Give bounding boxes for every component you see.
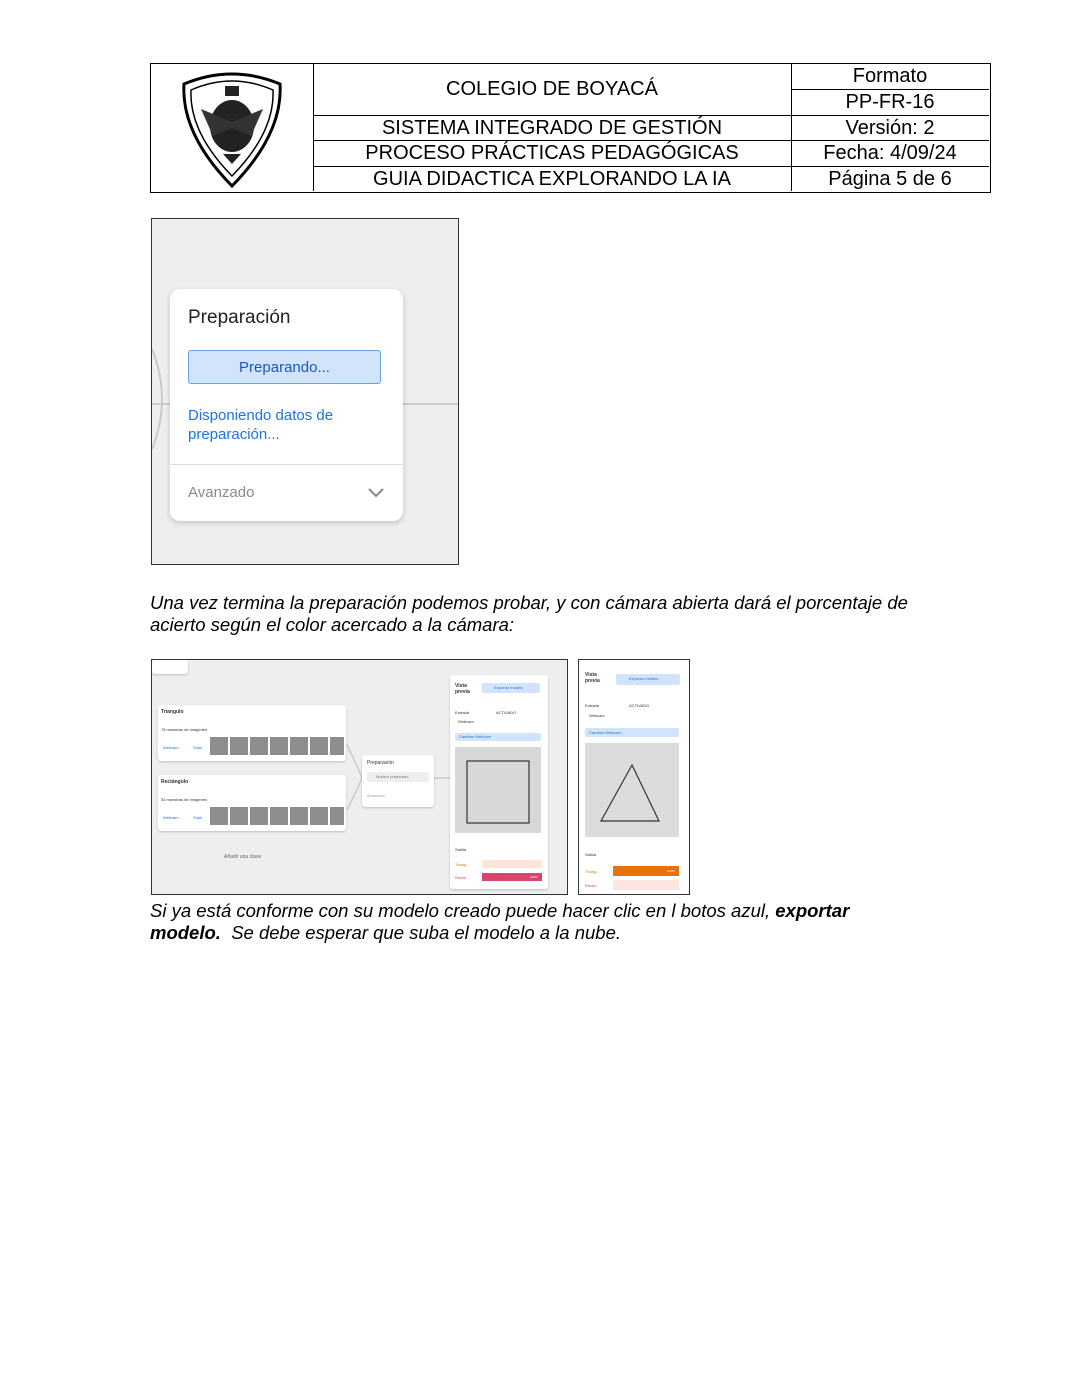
sample-thumbnail bbox=[250, 737, 268, 755]
output-bar-2 bbox=[613, 880, 679, 890]
class-card-triangle bbox=[158, 705, 346, 761]
sample-thumbnail bbox=[210, 737, 228, 755]
source-select[interactable]: Webcam bbox=[589, 713, 605, 718]
input-label: Entrada bbox=[455, 710, 470, 715]
output-class-2: Rectá... bbox=[455, 875, 469, 880]
school-name: COLEGIO DE BOYACÁ bbox=[446, 78, 658, 100]
sample-thumbnail bbox=[330, 807, 344, 825]
sample-thumbnail bbox=[330, 737, 344, 755]
training-title: Preparación bbox=[188, 307, 291, 328]
caption-2-bold-2: modelo. bbox=[150, 922, 221, 943]
webcam-feed bbox=[455, 747, 541, 833]
switch-webcam-label: Cambiar Webcam bbox=[459, 734, 491, 739]
sample-thumbnail bbox=[290, 807, 308, 825]
chevron-down-icon[interactable] bbox=[367, 483, 385, 501]
preview-title: Vista previa bbox=[455, 683, 470, 695]
training-screenshot bbox=[151, 218, 459, 565]
model-screenshot bbox=[151, 659, 568, 895]
caption-2-bold-1: exportar bbox=[775, 900, 850, 921]
output-class-1: Triang... bbox=[455, 862, 470, 867]
sample-thumbnail bbox=[270, 807, 288, 825]
system-name: SISTEMA INTEGRADO DE GESTIÓN bbox=[313, 115, 791, 140]
export-model-label: Exportar modelo bbox=[494, 685, 524, 690]
caption-2-text: Si ya está conforme con su modelo creado puede hacer clic en l botos azul, bbox=[150, 900, 776, 921]
upload-button[interactable]: Subir bbox=[193, 745, 203, 750]
samples-count: 78 muestras de imágenes bbox=[161, 727, 208, 732]
preview-title: Vista previa bbox=[585, 672, 600, 684]
preparing-button[interactable]: Preparando... bbox=[188, 350, 381, 384]
advanced-label[interactable]: Avanzado bbox=[367, 793, 385, 798]
input-state: ACTIVADO bbox=[629, 703, 650, 708]
preview-panel bbox=[450, 675, 548, 889]
page-number: Página 5 de 6 bbox=[791, 166, 989, 191]
model-trained-label: Modelo preparado bbox=[376, 774, 409, 779]
rectangle-drawing bbox=[455, 747, 541, 833]
sample-thumbnail bbox=[270, 737, 288, 755]
caption-1: Una vez termina la preparación podemos probar, y con cámara abierta dará el porcentaje de acierto según el color acercado a la cámara: bbox=[150, 592, 908, 635]
output-class-1: Triang... bbox=[585, 869, 600, 874]
date: Fecha: 4/09/24 bbox=[791, 140, 989, 166]
output-percent-1: 100% bbox=[667, 869, 675, 873]
export-model-label: Exportar modelo bbox=[629, 676, 659, 681]
sample-thumbnail bbox=[310, 807, 328, 825]
triangle-drawing bbox=[585, 743, 679, 837]
output-percent-2: 100% bbox=[530, 875, 538, 879]
input-label: Entrada bbox=[585, 703, 600, 708]
advanced-label[interactable]: Avanzado bbox=[188, 484, 255, 501]
guide-name: GUIA DIDACTICA EXPLORANDO LA IA bbox=[313, 166, 791, 191]
sample-thumbnail bbox=[310, 737, 328, 755]
divider bbox=[170, 464, 403, 465]
document-header bbox=[150, 63, 991, 193]
caption-2 bbox=[150, 900, 940, 944]
webcam-feed bbox=[585, 743, 679, 837]
training-card bbox=[170, 289, 403, 521]
sample-thumbnail bbox=[250, 807, 268, 825]
header-center bbox=[313, 64, 792, 191]
switch-webcam-label: Cambiar Webcam bbox=[589, 730, 621, 735]
class-card-rectangle bbox=[158, 775, 346, 831]
add-class-button[interactable]: Añadir una clase bbox=[224, 854, 262, 860]
sample-thumbnail bbox=[210, 807, 228, 825]
process-name: PROCESO PRÁCTICAS PEDAGÓGICAS bbox=[313, 140, 791, 166]
class-name: Triangulo bbox=[161, 709, 184, 715]
format-label: Formato bbox=[852, 65, 928, 87]
source-select[interactable]: Webcam bbox=[458, 719, 474, 724]
class-name: Rectángulo bbox=[161, 779, 189, 785]
training-status: Disponiendo datos de preparación... bbox=[188, 407, 334, 443]
sample-thumbnail bbox=[230, 737, 248, 755]
webcam-button[interactable]: Webcam bbox=[163, 745, 179, 750]
output-bar-1 bbox=[482, 860, 542, 868]
caption-2-text-end: Se debe esperar que suba el modelo a la nube. bbox=[220, 922, 622, 943]
upload-button[interactable]: Subir bbox=[193, 815, 203, 820]
input-state: ACTIVADO bbox=[496, 710, 517, 715]
format-code: PP-FR-16 bbox=[791, 89, 989, 115]
training-title: Preparación bbox=[367, 760, 394, 766]
webcam-button[interactable]: Webcam bbox=[163, 815, 179, 820]
output-label: Salida bbox=[585, 852, 597, 857]
logo-cell bbox=[151, 64, 314, 191]
sample-thumbnail bbox=[230, 807, 248, 825]
sample-thumbnail bbox=[290, 737, 308, 755]
version: Versión: 2 bbox=[791, 115, 989, 140]
header-right bbox=[791, 64, 989, 191]
output-label: Salida bbox=[455, 847, 467, 852]
training-card-small bbox=[362, 755, 434, 807]
preview-screenshot bbox=[578, 659, 690, 895]
school-crest-logo bbox=[151, 64, 313, 191]
output-class-2: Rectá... bbox=[585, 883, 599, 888]
samples-count: 53 muestras de imágenes bbox=[161, 797, 208, 802]
